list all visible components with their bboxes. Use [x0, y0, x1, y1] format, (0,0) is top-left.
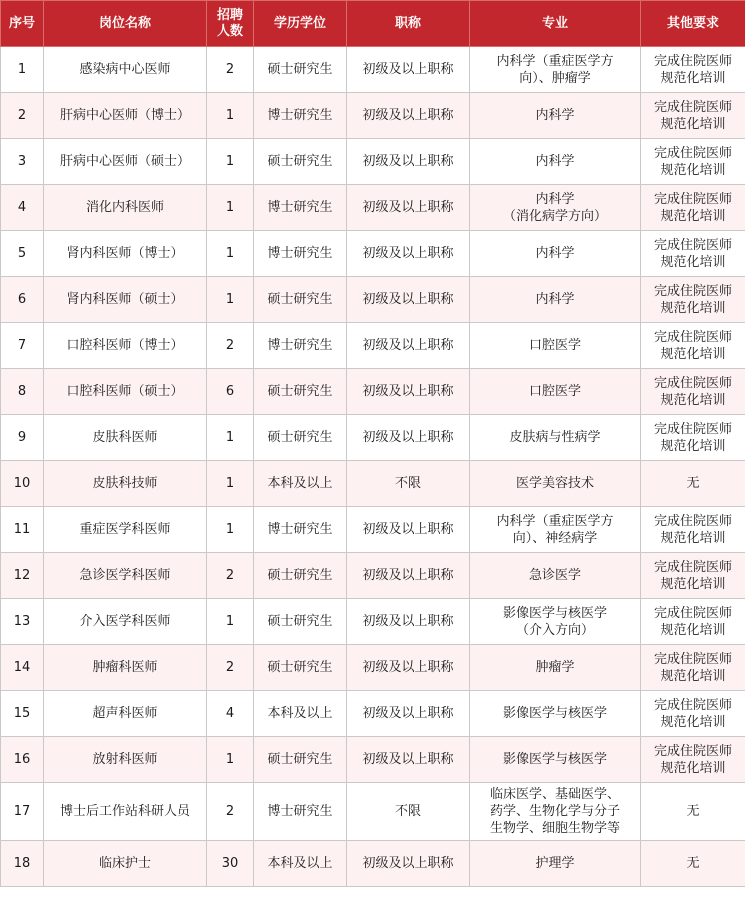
- cell-no: 12: [1, 553, 44, 599]
- cell-other: 完成住院医师 规范化培训: [641, 139, 745, 185]
- cell-position: 肝病中心医师（硕士）: [44, 139, 207, 185]
- cell-position: 肿瘤科医师: [44, 645, 207, 691]
- table-row: [1, 93, 745, 139]
- cell-major: 口腔医学: [470, 323, 641, 369]
- cell-title: 初级及以上职称: [347, 231, 470, 277]
- cell-no: 14: [1, 645, 44, 691]
- cell-degree: 硕士研究生: [254, 599, 347, 645]
- cell-no: 9: [1, 415, 44, 461]
- cell-position: 介入医学科医师: [44, 599, 207, 645]
- cell-position: 皮肤科医师: [44, 415, 207, 461]
- cell-count: 2: [207, 645, 254, 691]
- cell-position: 博士后工作站科研人员: [44, 783, 207, 841]
- table-row: [1, 645, 745, 691]
- table-row: [1, 369, 745, 415]
- cell-title: 初级及以上职称: [347, 553, 470, 599]
- header-degree: 学历学位: [254, 1, 347, 47]
- cell-degree: 硕士研究生: [254, 415, 347, 461]
- cell-degree: 本科及以上: [254, 461, 347, 507]
- cell-major: 内科学: [470, 139, 641, 185]
- cell-title: 不限: [347, 783, 470, 841]
- cell-title: 初级及以上职称: [347, 47, 470, 93]
- cell-count: 1: [207, 415, 254, 461]
- cell-title: 初级及以上职称: [347, 691, 470, 737]
- cell-no: 16: [1, 737, 44, 783]
- cell-other: 完成住院医师 规范化培训: [641, 599, 745, 645]
- cell-title: 不限: [347, 461, 470, 507]
- cell-other: 无: [641, 461, 745, 507]
- cell-degree: 博士研究生: [254, 231, 347, 277]
- cell-position: 皮肤科技师: [44, 461, 207, 507]
- cell-no: 15: [1, 691, 44, 737]
- header-row: [1, 1, 745, 47]
- cell-position: 感染病中心医师: [44, 47, 207, 93]
- cell-title: 初级及以上职称: [347, 841, 470, 887]
- cell-degree: 本科及以上: [254, 691, 347, 737]
- cell-major: 内科学 （消化病学方向）: [470, 185, 641, 231]
- cell-title: 初级及以上职称: [347, 139, 470, 185]
- cell-major: 皮肤病与性病学: [470, 415, 641, 461]
- cell-no: 2: [1, 93, 44, 139]
- cell-major: 医学美容技术: [470, 461, 641, 507]
- cell-position: 重症医学科医师: [44, 507, 207, 553]
- header-no: 序号: [1, 1, 44, 47]
- cell-degree: 硕士研究生: [254, 139, 347, 185]
- cell-major: 护理学: [470, 841, 641, 887]
- cell-other: 完成住院医师 规范化培训: [641, 277, 745, 323]
- cell-count: 2: [207, 47, 254, 93]
- cell-position: 肾内科医师（硕士）: [44, 277, 207, 323]
- cell-other: 完成住院医师 规范化培训: [641, 415, 745, 461]
- cell-count: 4: [207, 691, 254, 737]
- cell-degree: 硕士研究生: [254, 47, 347, 93]
- cell-no: 13: [1, 599, 44, 645]
- cell-no: 11: [1, 507, 44, 553]
- cell-degree: 硕士研究生: [254, 645, 347, 691]
- cell-major: 内科学（重症医学方 向）、肿瘤学: [470, 47, 641, 93]
- cell-title: 初级及以上职称: [347, 369, 470, 415]
- cell-major: 影像医学与核医学: [470, 737, 641, 783]
- table-row: [1, 737, 745, 783]
- table-row: [1, 507, 745, 553]
- cell-count: 1: [207, 277, 254, 323]
- cell-major: 内科学: [470, 277, 641, 323]
- table-row: [1, 47, 745, 93]
- cell-no: 7: [1, 323, 44, 369]
- cell-count: 30: [207, 841, 254, 887]
- cell-no: 1: [1, 47, 44, 93]
- table-row: [1, 231, 745, 277]
- header-other: 其他要求: [641, 1, 745, 47]
- cell-title: 初级及以上职称: [347, 645, 470, 691]
- cell-no: 18: [1, 841, 44, 887]
- cell-major: 内科学（重症医学方 向）、神经病学: [470, 507, 641, 553]
- cell-other: 完成住院医师 规范化培训: [641, 369, 745, 415]
- cell-title: 初级及以上职称: [347, 277, 470, 323]
- cell-other: 完成住院医师 规范化培训: [641, 691, 745, 737]
- table-row: [1, 553, 745, 599]
- cell-major: 内科学: [470, 231, 641, 277]
- cell-title: 初级及以上职称: [347, 323, 470, 369]
- cell-degree: 博士研究生: [254, 507, 347, 553]
- cell-position: 肝病中心医师（博士）: [44, 93, 207, 139]
- cell-major: 临床医学、基础医学、 药学、生物化学与分子 生物学、细胞生物学等: [470, 783, 641, 841]
- cell-other: 完成住院医师 规范化培训: [641, 231, 745, 277]
- cell-count: 1: [207, 507, 254, 553]
- table-row: [1, 139, 745, 185]
- cell-count: 1: [207, 461, 254, 507]
- cell-other: 完成住院医师 规范化培训: [641, 323, 745, 369]
- cell-degree: 博士研究生: [254, 783, 347, 841]
- cell-other: 完成住院医师 规范化培训: [641, 185, 745, 231]
- cell-count: 1: [207, 599, 254, 645]
- table-row: [1, 323, 745, 369]
- cell-count: 2: [207, 323, 254, 369]
- cell-position: 超声科医师: [44, 691, 207, 737]
- cell-major: 影像医学与核医学 （介入方向）: [470, 599, 641, 645]
- cell-count: 2: [207, 783, 254, 841]
- cell-position: 肾内科医师（博士）: [44, 231, 207, 277]
- table-row: [1, 461, 745, 507]
- table-row: [1, 185, 745, 231]
- cell-no: 17: [1, 783, 44, 841]
- cell-degree: 博士研究生: [254, 185, 347, 231]
- cell-no: 6: [1, 277, 44, 323]
- table-row: [1, 841, 745, 887]
- cell-title: 初级及以上职称: [347, 93, 470, 139]
- cell-count: 1: [207, 737, 254, 783]
- cell-other: 完成住院医师 规范化培训: [641, 737, 745, 783]
- cell-major: 影像医学与核医学: [470, 691, 641, 737]
- cell-no: 5: [1, 231, 44, 277]
- cell-no: 10: [1, 461, 44, 507]
- table-row: [1, 277, 745, 323]
- cell-count: 1: [207, 185, 254, 231]
- cell-major: 肿瘤学: [470, 645, 641, 691]
- cell-count: 1: [207, 231, 254, 277]
- cell-title: 初级及以上职称: [347, 599, 470, 645]
- header-major: 专业: [470, 1, 641, 47]
- cell-major: 内科学: [470, 93, 641, 139]
- header-count: 招聘 人数: [207, 1, 254, 47]
- cell-degree: 硕士研究生: [254, 369, 347, 415]
- table-body: [1, 47, 745, 887]
- cell-other: 完成住院医师 规范化培训: [641, 553, 745, 599]
- cell-position: 口腔科医师（博士）: [44, 323, 207, 369]
- cell-other: 完成住院医师 规范化培训: [641, 93, 745, 139]
- cell-position: 口腔科医师（硕士）: [44, 369, 207, 415]
- cell-degree: 硕士研究生: [254, 737, 347, 783]
- cell-position: 急诊医学科医师: [44, 553, 207, 599]
- cell-other: 无: [641, 841, 745, 887]
- cell-other: 完成住院医师 规范化培训: [641, 507, 745, 553]
- cell-position: 临床护士: [44, 841, 207, 887]
- cell-no: 3: [1, 139, 44, 185]
- table-header: [1, 1, 745, 47]
- cell-degree: 博士研究生: [254, 93, 347, 139]
- header-position: 岗位名称: [44, 1, 207, 47]
- cell-count: 2: [207, 553, 254, 599]
- table-row: [1, 415, 745, 461]
- cell-no: 8: [1, 369, 44, 415]
- cell-count: 1: [207, 139, 254, 185]
- cell-title: 初级及以上职称: [347, 185, 470, 231]
- header-title: 职称: [347, 1, 470, 47]
- cell-degree: 硕士研究生: [254, 277, 347, 323]
- cell-count: 1: [207, 93, 254, 139]
- cell-degree: 本科及以上: [254, 841, 347, 887]
- cell-position: 消化内科医师: [44, 185, 207, 231]
- cell-major: 口腔医学: [470, 369, 641, 415]
- table-row: [1, 599, 745, 645]
- cell-other: 无: [641, 783, 745, 841]
- cell-degree: 硕士研究生: [254, 553, 347, 599]
- cell-count: 6: [207, 369, 254, 415]
- cell-title: 初级及以上职称: [347, 507, 470, 553]
- cell-other: 完成住院医师 规范化培训: [641, 47, 745, 93]
- cell-title: 初级及以上职称: [347, 415, 470, 461]
- cell-no: 4: [1, 185, 44, 231]
- cell-position: 放射科医师: [44, 737, 207, 783]
- table-row: [1, 691, 745, 737]
- cell-degree: 博士研究生: [254, 323, 347, 369]
- table-row: [1, 783, 745, 841]
- cell-title: 初级及以上职称: [347, 737, 470, 783]
- cell-major: 急诊医学: [470, 553, 641, 599]
- cell-other: 完成住院医师 规范化培训: [641, 645, 745, 691]
